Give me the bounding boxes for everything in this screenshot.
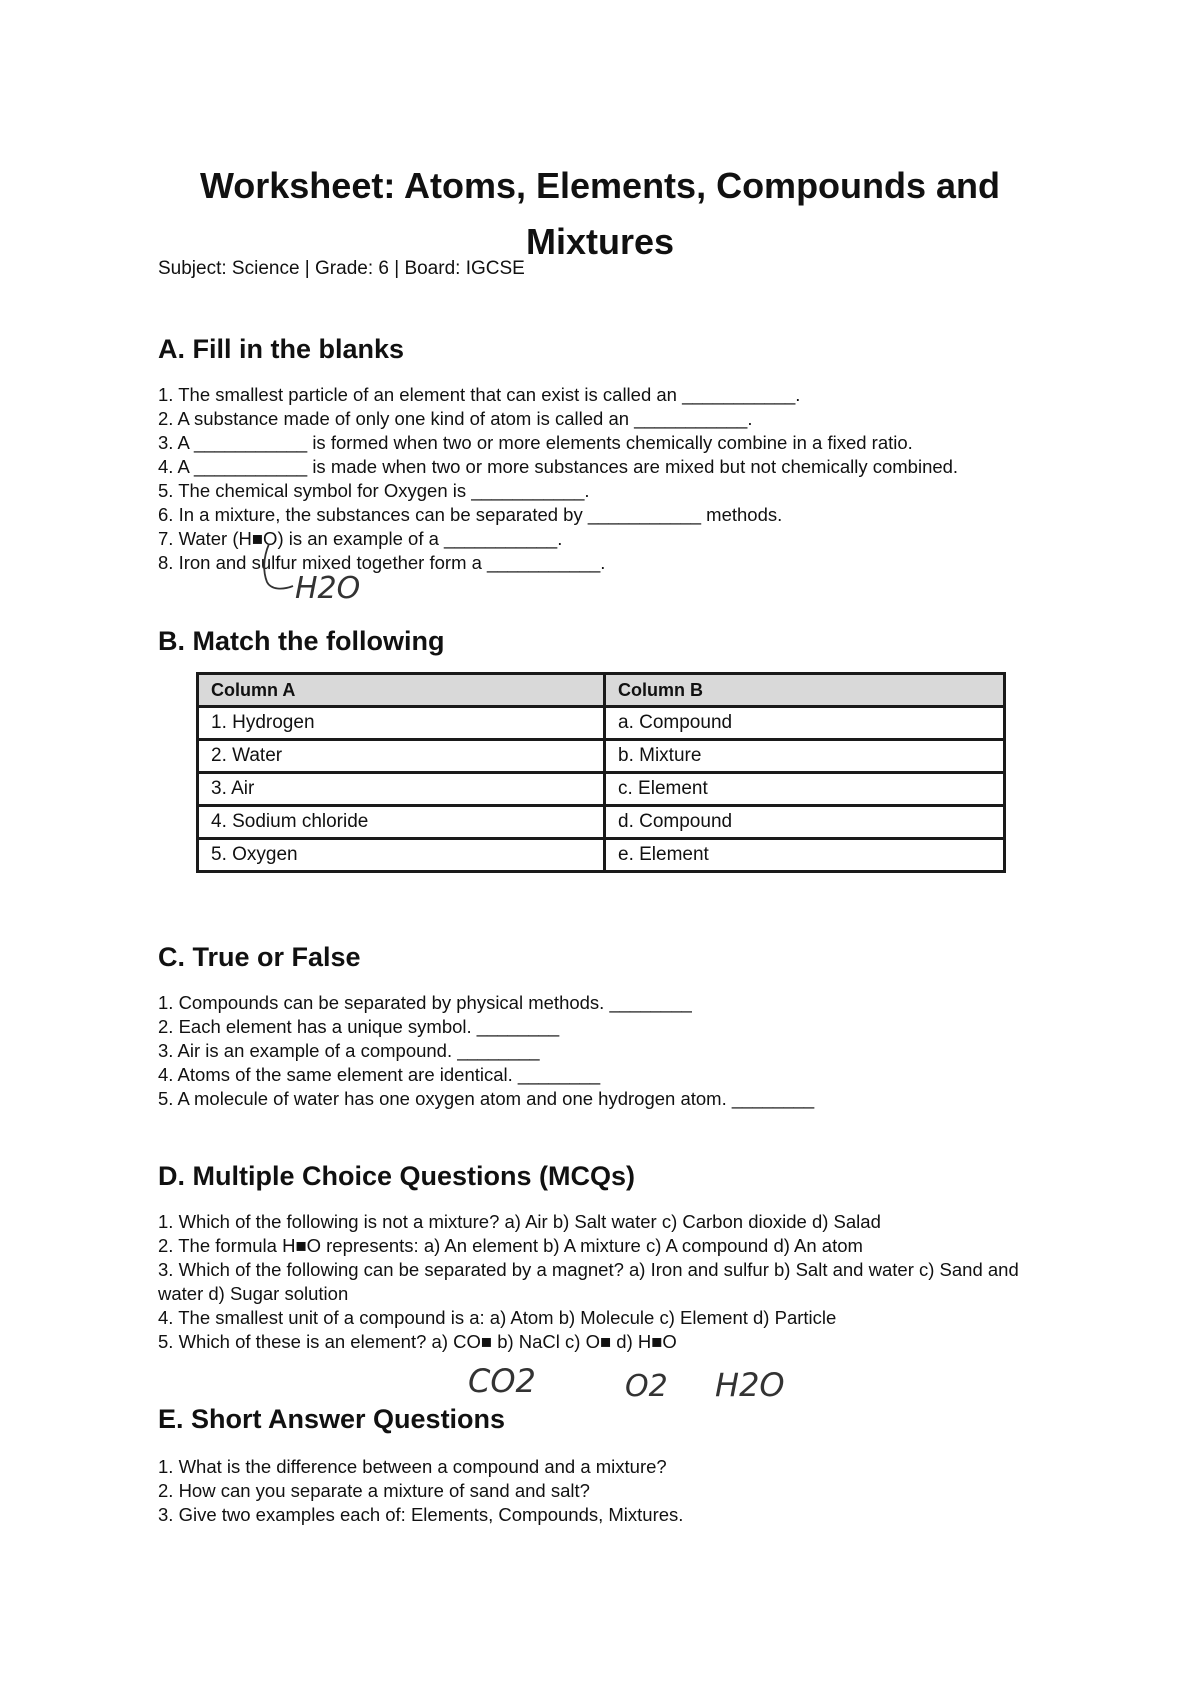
handwritten-h2o-text: H2O xyxy=(295,571,361,606)
table-row xyxy=(198,773,1005,806)
section-c-heading: C. True or False xyxy=(158,942,361,972)
page-title-line-1: Worksheet: Atoms, Elements, Compounds and xyxy=(199,165,1001,206)
table-row xyxy=(198,839,1005,872)
section-a-heading: A. Fill in the blanks xyxy=(158,334,405,364)
column-a-header: Column A xyxy=(198,674,605,707)
handwritten-o2-text: O2 xyxy=(625,1369,668,1404)
list-item: 5. A molecule of water has one oxygen atom and one hydrogen atom. ________ xyxy=(158,1088,815,1109)
table-cell: 4. Sodium chloride xyxy=(198,806,605,839)
table-cell: e. Element xyxy=(605,839,1005,872)
list-item: 7. Water (H■O) is an example of a ___________. xyxy=(158,528,563,549)
section-e-heading: E. Short Answer Questions xyxy=(158,1404,506,1434)
list-item: 2. The formula H■O represents: a) An element b) A mixture c) A compound d) An atom xyxy=(158,1235,863,1256)
section-b-heading: B. Match the following xyxy=(158,626,445,656)
list-item: 2. Each element has a unique symbol. ________ xyxy=(158,1016,560,1037)
page-title-line-2: Mixtures xyxy=(525,221,675,262)
list-item: 4. A ___________ is made when two or more substances are mixed but not chemically combined. xyxy=(158,456,959,477)
table-cell: 3. Air xyxy=(198,773,605,806)
section-c-list xyxy=(158,991,814,1111)
list-item: 8. Iron and sulfur mixed together form a ___________. xyxy=(158,552,606,573)
handwritten-formulas-annotation xyxy=(460,1352,820,1408)
list-item: 6. In a mixture, the substances can be separated by ___________ methods. xyxy=(158,504,783,525)
list-item: 1. What is the difference between a compound and a mixture? xyxy=(158,1456,667,1477)
match-table xyxy=(196,672,1006,873)
table-cell: a. Compound xyxy=(605,707,1005,740)
list-item: 1. Compounds can be separated by physical methods. ________ xyxy=(158,992,692,1013)
section-d-heading: D. Multiple Choice Questions (MCQs) xyxy=(158,1161,636,1191)
table-row xyxy=(198,707,1005,740)
list-item: 4. The smallest unit of a compound is a: a) Atom b) Molecule c) Element d) Particle xyxy=(158,1307,837,1328)
list-item: 1. The smallest particle of an element that can exist is called an ___________. xyxy=(158,384,801,405)
section-e-list xyxy=(158,1455,683,1527)
table-cell: 1. Hydrogen xyxy=(198,707,605,740)
table-row xyxy=(198,740,1005,773)
table-cell: 2. Water xyxy=(198,740,605,773)
table-row xyxy=(198,806,1005,839)
handwritten-co2-text: CO2 xyxy=(468,1362,536,1400)
list-item: 3. Which of the following can be separated by a magnet? a) Iron and sulfur b) Salt and water c) Sand and water d) Sugar solution xyxy=(158,1259,1019,1304)
list-item: 3. A ___________ is formed when two or more elements chemically combine in a fixed ratio. xyxy=(158,432,913,453)
list-item: 3. Air is an example of a compound. ________ xyxy=(158,1040,540,1061)
list-item: 5. Which of these is an element? a) CO■ b) NaCl c) O■ d) H■O xyxy=(158,1331,677,1352)
handwritten-h2o-text: H2O xyxy=(715,1366,785,1404)
column-b-header: Column B xyxy=(605,674,1005,707)
section-d-list xyxy=(158,1210,1038,1354)
list-item: 2. How can you separate a mixture of sand and salt? xyxy=(158,1480,590,1501)
subtitle: Subject: Science | Grade: 6 | Board: IGCSE xyxy=(158,258,525,279)
page-title xyxy=(100,158,1100,270)
table-cell: 5. Oxygen xyxy=(198,839,605,872)
table-cell: b. Mixture xyxy=(605,740,1005,773)
list-item: 2. A substance made of only one kind of atom is called an ___________. xyxy=(158,408,753,429)
list-item: 1. Which of the following is not a mixture? a) Air b) Salt water c) Carbon dioxide d) Salad xyxy=(158,1211,881,1232)
table-cell: c. Element xyxy=(605,773,1005,806)
list-item: 3. Give two examples each of: Elements, Compounds, Mixtures. xyxy=(158,1504,684,1525)
table-cell: d. Compound xyxy=(605,806,1005,839)
list-item: 4. Atoms of the same element are identical. ________ xyxy=(158,1064,601,1085)
handwritten-h2o-annotation xyxy=(255,540,385,610)
table-header-row xyxy=(198,674,1005,707)
list-item: 5. The chemical symbol for Oxygen is ___________. xyxy=(158,480,590,501)
